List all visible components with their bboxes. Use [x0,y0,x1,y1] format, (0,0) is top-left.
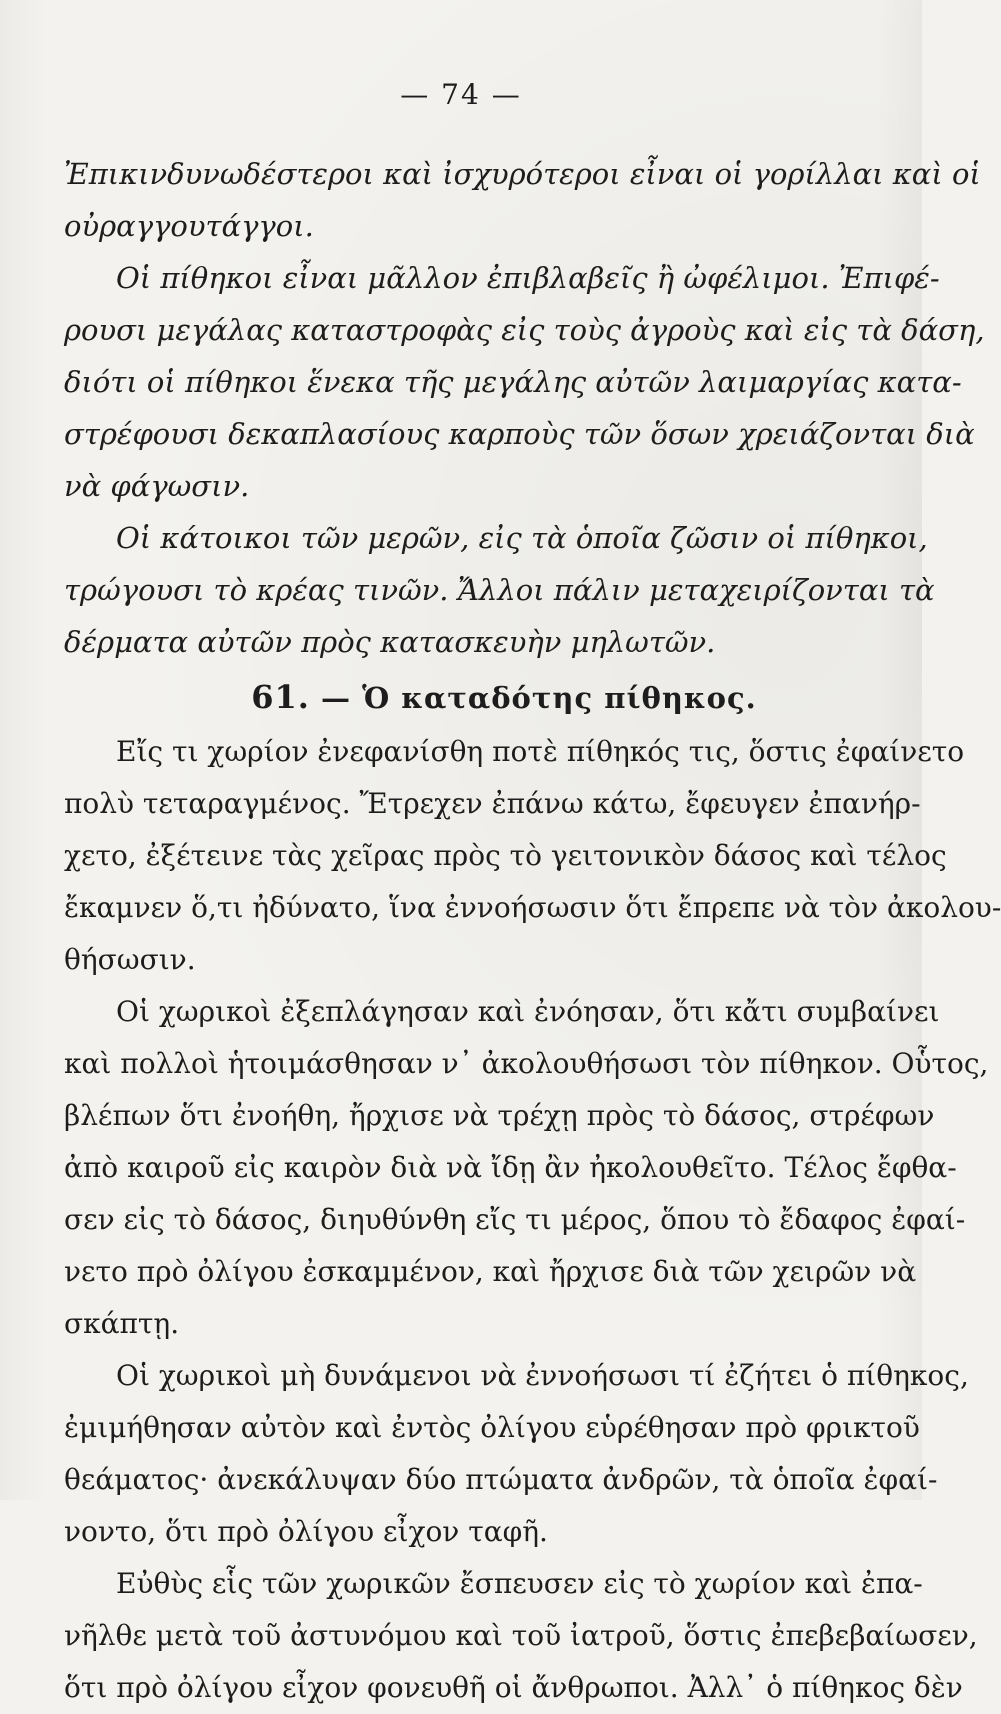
story-passage [64,726,1001,1714]
text-line: Οἱ χωρικοὶ ἐξεπλάγησαν καὶ ἐνόησαν, ὅτι κἄτι συμβαίνει [116,995,940,1028]
text-line: νοντο, ὅτι πρὸ ὀλίγου εἶχον ταφῆ. [64,1515,548,1548]
text-line: Οἱ πίθηκοι εἶναι μᾶλλον ἐπιβλαβεῖς ἢ ὠφέλιμοι. Ἐπιφέ- [116,261,940,295]
text-line: Εὐθὺς εἷς τῶν χωρικῶν ἔσπευσεν εἰς τὸ χωρίον καὶ ἐπα- [116,1567,923,1600]
section-heading [64,668,884,726]
page-number: — 74 — [400,78,522,111]
text-line: Ἐπικινδυνωδέστεροι καὶ ἰσχυρότεροι εἶναι οἱ γορίλλαι καὶ οἱ [64,157,981,191]
text-line: τρώγουσι τὸ κρέας τινῶν. Ἄλλοι πάλιν μεταχειρίζονται τὰ [64,573,935,607]
text-line: καὶ πολλοὶ ἡτοιμάσθησαν ν᾽ ἀκολουθήσωσι τὸν πίθηκον. Οὗτος, [64,1047,989,1080]
text-line: θεάματος· ἀνεκάλυψαν δύο πτώματα ἀνδρῶν, τὰ ὁποῖα ἐφαί- [64,1463,938,1496]
text-line: οὐραγγουτάγγοι. [64,209,314,243]
text-line: Οἱ χωρικοὶ μὴ δυνάμενοι νὰ ἐννοήσωσι τί ἐζήτει ὁ πίθηκος, [116,1359,969,1392]
text-line: νὰ φάγωσιν. [64,469,250,503]
text-line: σκάπτῃ. [64,1307,180,1340]
text-line: χετο, ἐξέτεινε τὰς χεῖρας πρὸς τὸ γειτονικὸν δάσος καὶ τέλος [64,839,947,872]
text-line: βλέπων ὅτι ἐνοήθη, ἤρχισε νὰ τρέχῃ πρὸς τὸ δάσος, στρέφων [64,1099,935,1132]
text-line: πολὺ τεταραγμένος. Ἔτρεχεν ἐπάνω κάτω, ἔφευγεν ἐπανήρ- [64,787,921,820]
text-line: ἀπὸ καιροῦ εἰς καιρὸν διὰ νὰ ἴδῃ ἂν ἠκολουθεῖτο. Τέλος ἔφθα- [64,1151,957,1184]
text-line: νῆλθε μετὰ τοῦ ἀστυνόμου καὶ τοῦ ἰατροῦ, ὅστις ἐπεβεβαίωσεν, [64,1619,978,1652]
text-line: ὅτι πρὸ ὀλίγου εἶχον φονευθῆ οἱ ἄνθρωποι. Ἀλλ᾽ ὁ πίθηκος δὲν [64,1671,963,1704]
text-line: ρουσι μεγάλας καταστροφὰς εἰς τοὺς ἀγροὺς καὶ εἰς τὰ δάση, [64,313,985,347]
italic-passage [64,148,985,668]
section-number: 61. [251,678,310,716]
section-title: — Ὁ καταδότης πίθηκος. [321,681,757,715]
text-line: στρέφουσι δεκαπλασίους καρποὺς τῶν ὅσων χρειάζονται διὰ [64,417,975,451]
text-line: νετο πρὸ ὀλίγου ἐσκαμμένον, καὶ ἤρχισε διὰ τῶν χειρῶν νὰ [64,1255,917,1288]
text-line: Οἱ κάτοικοι τῶν μερῶν, εἰς τὰ ὁποῖα ζῶσιν οἱ πίθηκοι, [116,521,928,555]
text-line: διότι οἱ πίθηκοι ἕνεκα τῆς μεγάλης αὐτῶν λαιμαργίας κατα- [64,365,962,399]
text-line: ἐμιμήθησαν αὐτὸν καὶ ἐντὸς ὀλίγου εὑρέθησαν πρὸ φρικτοῦ [64,1411,920,1444]
text-line: δέρματα αὐτῶν πρὸς κατασκευὴν μηλωτῶν. [64,625,716,659]
page-text [64,148,1001,1714]
text-line: ἔκαμνεν ὅ,τι ἠδύνατο, ἵνα ἐννοήσωσιν ὅτι ἔπρεπε νὰ τὸν ἀκολου- [64,891,1001,924]
text-line: σεν εἰς τὸ δάσος, διηυθύνθη εἴς τι μέρος, ὅπου τὸ ἔδαφος ἐφαί- [64,1203,966,1236]
text-line: Εἴς τι χωρίον ἐνεφανίσθη ποτὲ πίθηκός τις, ὅστις ἐφαίνετο [116,735,965,768]
text-line: θήσωσιν. [64,943,196,976]
